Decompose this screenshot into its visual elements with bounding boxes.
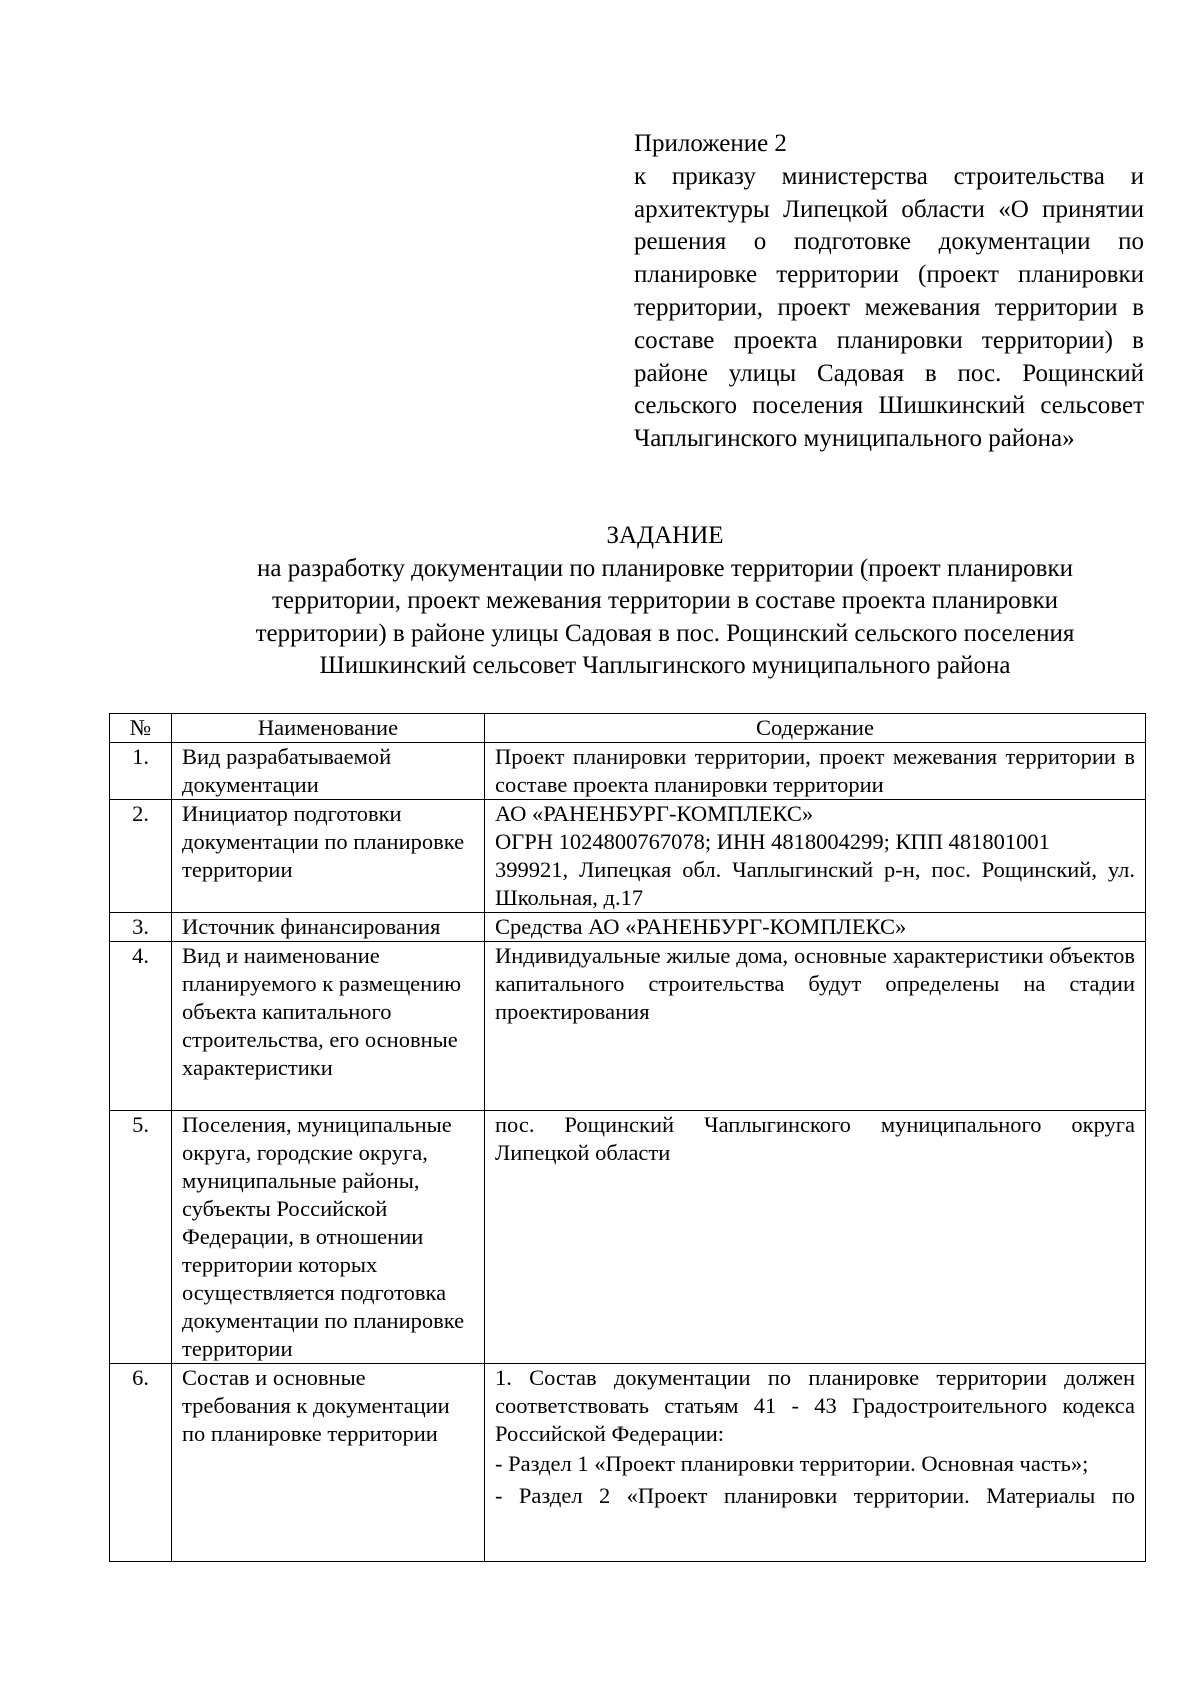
row-name: Состав и основные требования к документации по планировке территории [172, 1364, 485, 1562]
row-number: 4. [110, 942, 172, 1111]
row-content [485, 743, 1146, 800]
row-number: 3. [110, 913, 172, 942]
content-paragraph: Индивидуальные жилые дома, основные характеристики объектов капитального строительства будут определены на стадии проектирования [495, 943, 1135, 1024]
header-content: Содержание [485, 714, 1146, 743]
appendix-block [634, 128, 1144, 456]
content-paragraph: 1. Состав документации по планировке территории должен соответствовать статьям 41 - 43 Градостроительного кодекса Российской Федерации: [495, 1365, 1135, 1446]
row-name: Поселения, муниципальные округа, городские округа, муниципальные районы, субъекты Российской Федерации, в отношении территории которых осуществляется подготовка документации по планировке территории [172, 1111, 485, 1364]
table-row [110, 1111, 1146, 1364]
table-row [110, 913, 1146, 942]
row-number: 5. [110, 1111, 172, 1364]
content-line: ОГРН 1024800767078; ИНН 4818004299; КПП 481801001 [495, 829, 1050, 854]
title-line: территории, проект межевания территории в составе проекта планировки [272, 587, 1058, 614]
row-number: 2. [110, 800, 172, 913]
row-content [485, 1111, 1146, 1364]
title-line: территории) в районе улицы Садовая в пос. Рощинский сельского поселения [255, 619, 1075, 647]
row-name: Инициатор подготовки документации по планировке территории [172, 800, 485, 913]
title-heading: ЗАДАНИЕ [606, 522, 724, 549]
table-row [110, 800, 1146, 913]
content-paragraph: Средства АО «РАНЕНБУРГ-КОМПЛЕКС» [495, 914, 907, 939]
content-paragraph: пос. Рощинский Чаплыгинского муниципального округа Липецкой области [495, 1112, 1135, 1165]
row-number: 1. [110, 743, 172, 800]
content-paragraph: Проект планировки территории, проект межевания территории в составе проекта планировки территории [495, 744, 1135, 797]
content-paragraph: - Раздел 2 «Проект планировки территории. Материалы по [495, 1483, 1135, 1508]
row-content [485, 942, 1146, 1111]
appendix-text: к приказу министерства строительства и архитектуры Липецкой области «О принятии решения о подготовке документации по планировке территории (проект планировки территории, проект межевания территории в составе проекта планировки территории) в районе улицы Садовая в пос. Рощинский сельского поселения Шишкинский сельсовет Чаплыгинского муниципального района» [634, 162, 1144, 453]
header-name: Наименование [172, 714, 485, 743]
document-title [130, 520, 1200, 683]
content-line: АО «РАНЕНБУРГ-КОМПЛЕКС» [495, 801, 814, 826]
row-content [485, 1364, 1146, 1562]
table-row [110, 942, 1146, 1111]
row-name: Источник финансирования [172, 913, 485, 942]
title-line: на разработку документации по планировке территории (проект планировки [257, 554, 1073, 582]
content-paragraph: - Раздел 1 «Проект планировки территории. Основная часть»; [495, 1451, 1089, 1476]
table-row [110, 1364, 1146, 1562]
header-number: № [110, 714, 172, 743]
table-header-row [110, 714, 1146, 743]
row-number: 6. [110, 1364, 172, 1562]
table-row [110, 743, 1146, 800]
title-line: Шишкинский сельсовет Чаплыгинского муниципального района [319, 652, 1011, 679]
appendix-number: Приложение 2 [634, 130, 787, 157]
row-name: Вид и наименование планируемого к размещению объекта капитального строительства, его основные характеристики [172, 942, 485, 1111]
task-table [109, 713, 1146, 1562]
row-content [485, 913, 1146, 942]
content-paragraph: 399921, Липецкая обл. Чаплыгинский р-н, пос. Рощинский, ул. Школьная, д.17 [495, 857, 1135, 910]
row-name: Вид разрабатываемой документации [172, 743, 485, 800]
row-content [485, 800, 1146, 913]
